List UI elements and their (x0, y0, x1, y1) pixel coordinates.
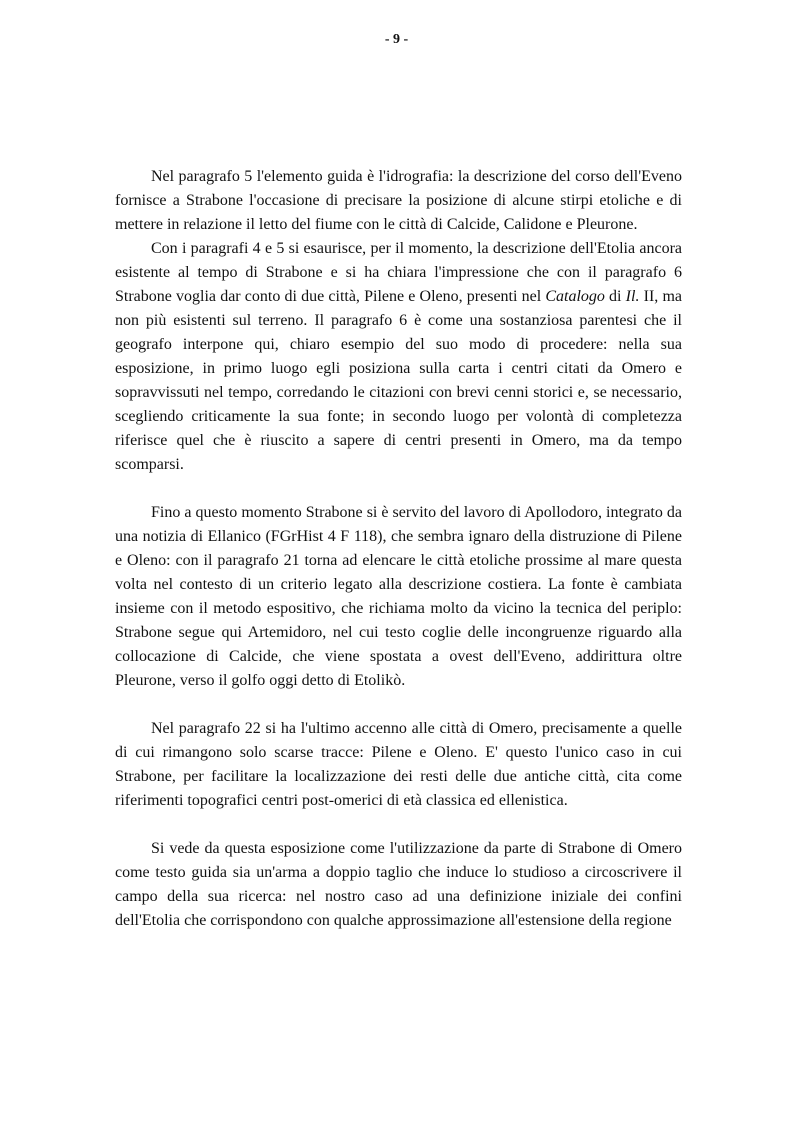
paragraph-4: Nel paragrafo 22 si ha l'ultimo accenno alle città di Omero, precisamente a quelle di cui rimangono solo scarse tracce: Pilene e Oleno. E' questo l'unico caso in cui Strabone, per facilitare la localizzazione dei resti delle due antiche città, cita come riferimenti topografici centri post-omerici di età classica ed ellenistica. (115, 720, 682, 809)
paragraph-3: Fino a questo momento Strabone si è servito del lavoro di Apollodoro, integrato da una notizia di Ellanico (FGrHist 4 F 118), che sembra ignaro della distruzione di Pilene e Oleno: con il paragrafo 21 torna ad elencare le città etoliche prossime al mare questa volta nel contesto di un criterio legato alla descrizione costiera. La fonte è cambiata insieme con il metodo espositivo, che richiama molto da vicino la tecnica del periplo: Strabone segue qui Artemidoro, nel cui testo coglie delle incongruenze riguardo alla collocazione di Calcide, che viene spostata a ovest dell'Eveno, addirittura oltre Pleurone, verso il golfo oggi detto di Etolikò. (115, 504, 682, 689)
paragraph-2-text-after: II, ma non più esistenti sul terreno. Il paragrafo 6 è come una sostanziosa parentesi che il geografo interpone qui, chiaro esempio del suo modo di procedere: nella sua esposizione, in primo luogo egli posiziona sulla carta i centri citati da Omero e sopravvissuti nel tempo, corredando le citazioni con brevi cenni storici e, se necessario, scegliendo criticamente la sua fonte; in secondo luogo per volontà di completezza riferisce quel che è riuscito a sapere di centri presenti in Omero, ma da tempo scomparsi. (115, 288, 682, 473)
document-body (115, 165, 682, 933)
paragraph-5: Si vede da questa esposizione come l'utilizzazione da parte di Strabone di Omero come testo guida sia un'arma a doppio taglio che induce lo studioso a circoscrivere il campo della sua ricerca: nel nostro caso ad una definizione iniziale dei confini dell'Etolia che corrispondono con qualche approssimazione all'estensione della regione (115, 840, 682, 929)
paragraph-2-text-before: Con i paragrafi 4 e 5 si esaurisce, per il momento, la descrizione dell'Etolia ancora esistente al tempo di Strabone e si ha chiara l'impressione che con il paragrafo 6 Strabone voglia dar conto di due città, Pilene e Oleno, presenti nel (115, 240, 682, 305)
paragraph-1: Nel paragrafo 5 l'elemento guida è l'idrografia: la descrizione del corso dell'Eveno fornisce a Strabone l'occasione di precisare la posizione di alcune stirpi etoliche e di mettere in relazione il letto del fiume con le città di Calcide, Calidone e Pleurone. (115, 168, 682, 233)
italic-iliad: Il. (625, 288, 640, 305)
paragraph-2 (115, 237, 682, 477)
italic-catalogo: Catalogo (545, 288, 605, 305)
paragraph-2-text-middle: di (604, 288, 626, 305)
page-number: - 9 - (384, 32, 409, 47)
